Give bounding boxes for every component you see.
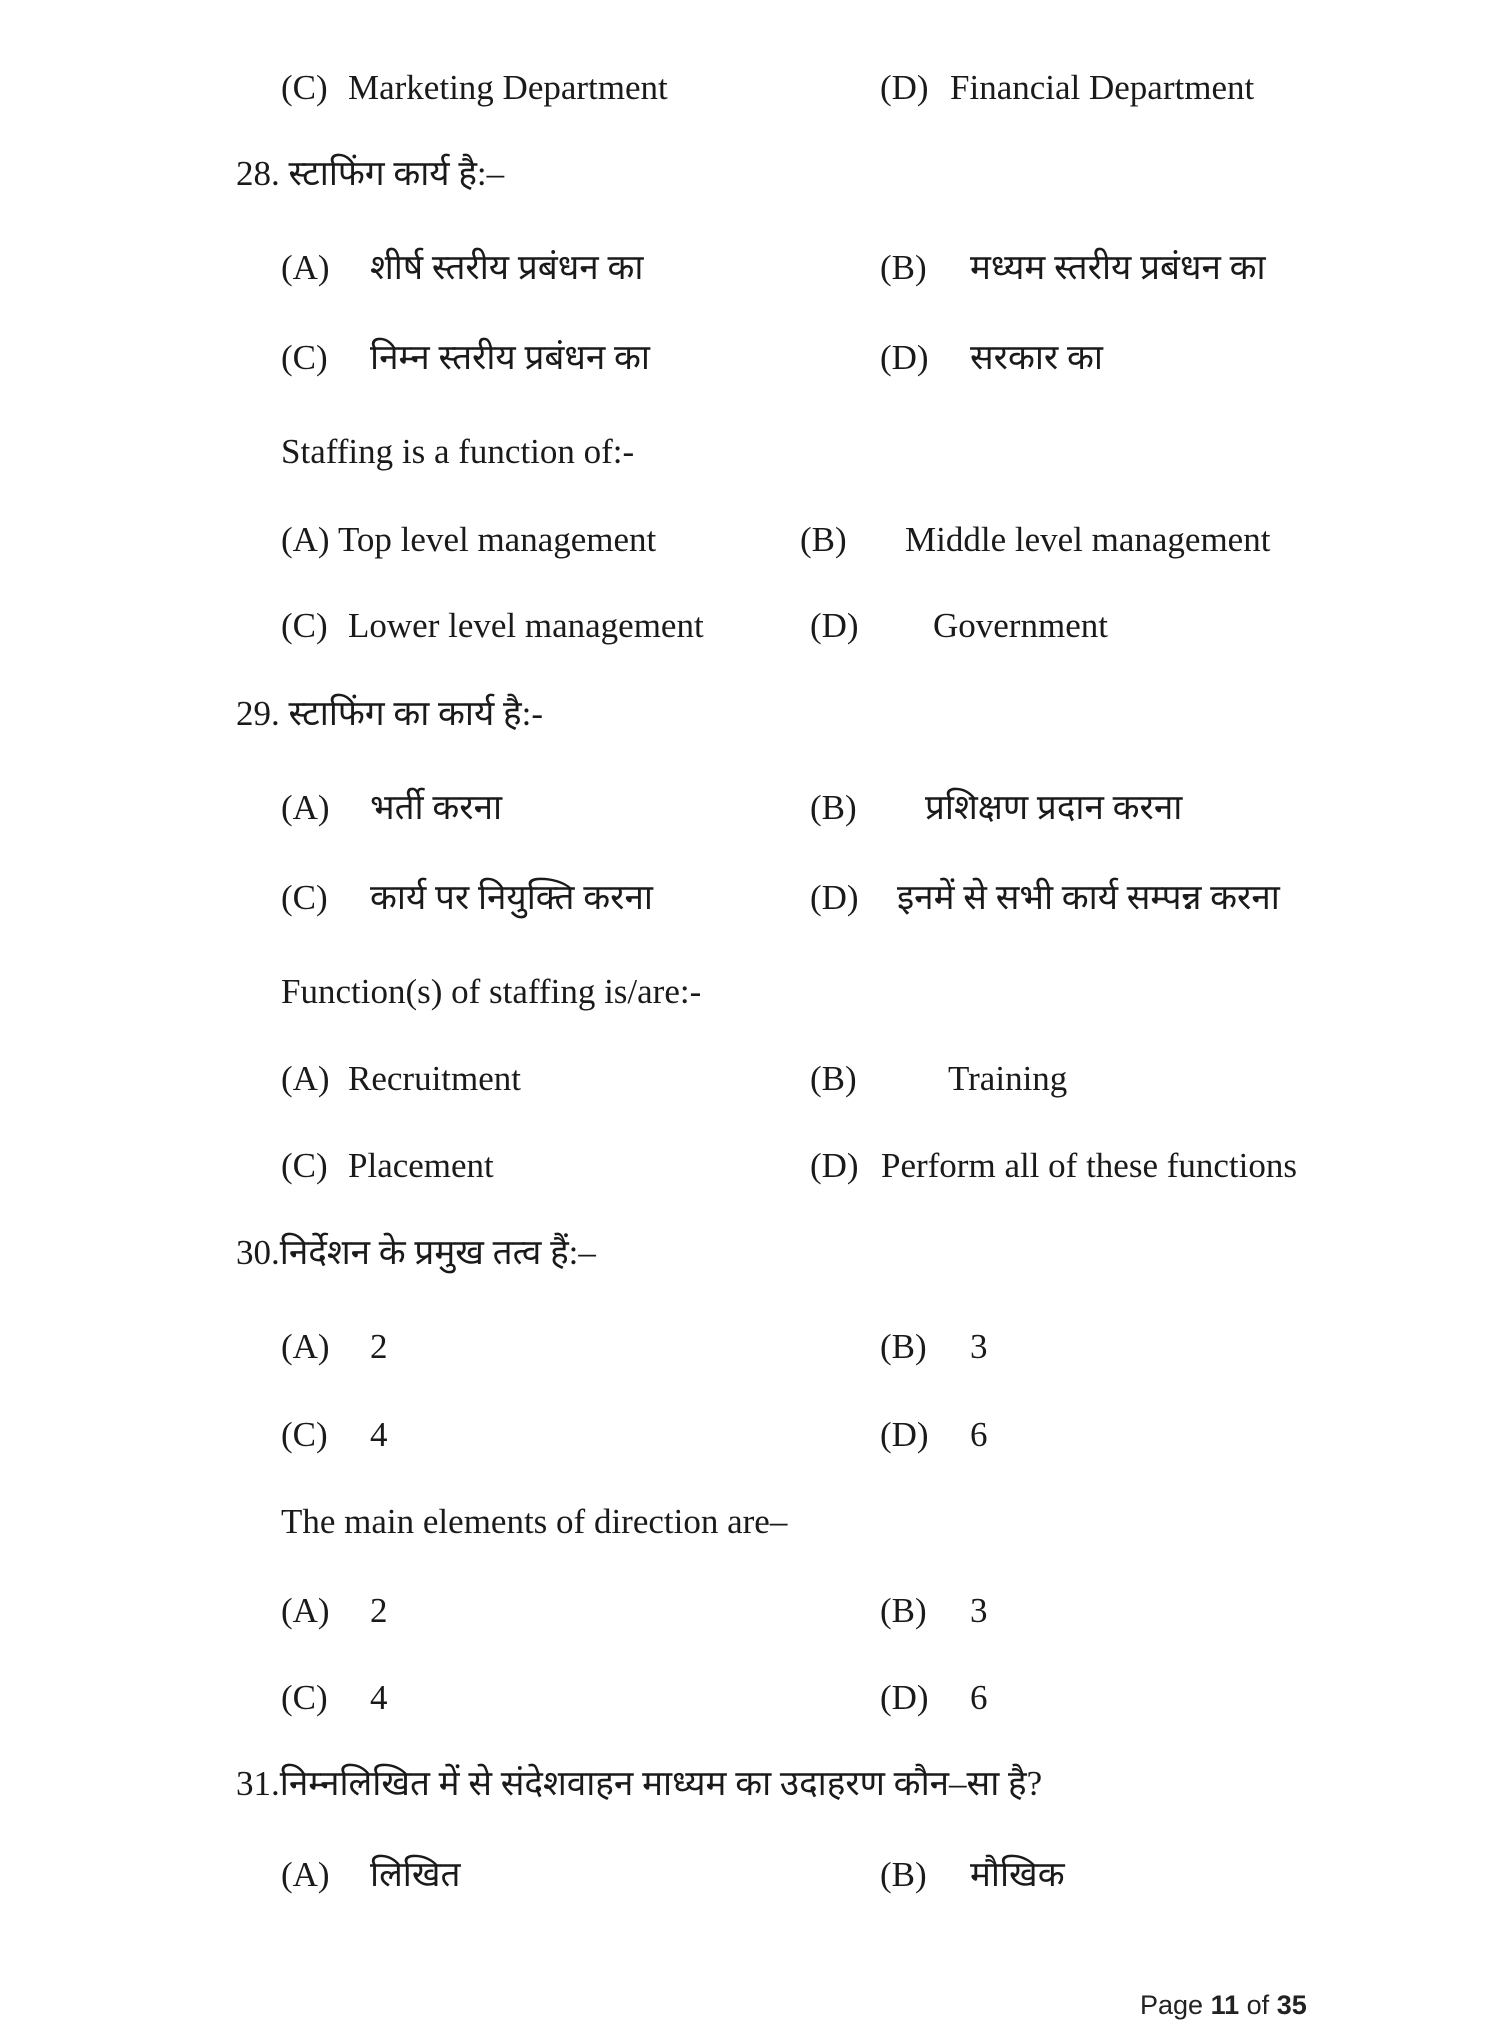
option-text: 3 bbox=[970, 1327, 988, 1366]
option-label: (C) bbox=[281, 606, 328, 645]
option-text: लिखित bbox=[370, 1855, 461, 1894]
page-number: 11 bbox=[1210, 1990, 1240, 2020]
option-text: Placement bbox=[348, 1146, 494, 1185]
option-text: प्रशिक्षण प्रदान करना bbox=[925, 788, 1183, 827]
option-text: Recruitment bbox=[348, 1059, 522, 1098]
page-total: 35 bbox=[1276, 1990, 1307, 2020]
option-text: निम्न स्तरीय प्रबंधन का bbox=[370, 338, 651, 377]
option-label: (D) bbox=[880, 68, 929, 107]
question-30-english: The main elements of direction are– bbox=[281, 1502, 788, 1541]
option-label: (D) bbox=[880, 1415, 929, 1454]
option-label: (B) bbox=[880, 1327, 927, 1366]
option-text: Middle level management bbox=[905, 520, 1271, 559]
option-label: (C) bbox=[281, 878, 328, 917]
question-30-hindi: 30.निर्देशन के प्रमुख तत्व हैं:– bbox=[236, 1233, 596, 1272]
option-text: भर्ती करना bbox=[370, 788, 503, 827]
option-label: (B) bbox=[880, 248, 927, 287]
option-label: (B) bbox=[810, 788, 857, 827]
option-label: (D) bbox=[810, 1146, 859, 1185]
option-text: 2 bbox=[370, 1591, 388, 1630]
page-word: Page bbox=[1140, 1990, 1204, 2020]
option-label: (D) bbox=[810, 606, 859, 645]
option-label: (B) bbox=[880, 1855, 927, 1894]
option-label: (A) bbox=[281, 1059, 330, 1098]
option-label: (D) bbox=[880, 338, 929, 377]
option-text: 6 bbox=[970, 1678, 988, 1717]
question-31-hindi: 31.निम्नलिखित में से संदेशवाहन माध्यम का उदाहरण कौन–सा है? bbox=[236, 1764, 1043, 1803]
option-label: (A) bbox=[281, 1591, 330, 1630]
option-label: (C) bbox=[281, 1678, 328, 1717]
option-label: (B) bbox=[880, 1591, 927, 1630]
option-label: (A) bbox=[281, 1855, 330, 1894]
option-text: 3 bbox=[970, 1591, 988, 1630]
option-text: 4 bbox=[370, 1415, 388, 1454]
option-label: (C) bbox=[281, 1415, 328, 1454]
option-label: (C) bbox=[281, 1146, 328, 1185]
of-word: of bbox=[1246, 1990, 1270, 2020]
option-text: Financial Department bbox=[950, 68, 1255, 107]
option-label: (A) bbox=[281, 248, 330, 287]
page-footer bbox=[1140, 1988, 1307, 2022]
option-label: (A) bbox=[281, 520, 330, 559]
option-text: सरकार का bbox=[970, 338, 1103, 377]
question-28-english: Staffing is a function of:- bbox=[281, 432, 635, 471]
option-text: इनमें से सभी कार्य सम्पन्न करना bbox=[897, 878, 1280, 917]
option-text: Top level management bbox=[338, 520, 657, 559]
option-label: (B) bbox=[800, 520, 847, 559]
option-text: Perform all of these functions bbox=[881, 1146, 1298, 1185]
option-text: कार्य पर नियुक्ति करना bbox=[370, 878, 653, 917]
option-text: मौखिक bbox=[970, 1855, 1065, 1894]
option-label: (D) bbox=[880, 1678, 929, 1717]
option-text: Marketing Department bbox=[348, 68, 668, 107]
option-text: मध्यम स्तरीय प्रबंधन का bbox=[970, 248, 1266, 287]
option-text: Training bbox=[948, 1059, 1068, 1098]
option-text: 4 bbox=[370, 1678, 388, 1717]
option-label: (A) bbox=[281, 1327, 330, 1366]
option-label: (D) bbox=[810, 878, 859, 917]
option-text: 2 bbox=[370, 1327, 388, 1366]
question-28-hindi: 28. स्टाफिंग कार्य है:– bbox=[236, 154, 505, 193]
option-text: Government bbox=[933, 606, 1108, 645]
option-label: (A) bbox=[281, 788, 330, 827]
question-29-hindi: 29. स्टाफिंग का कार्य है:- bbox=[236, 694, 543, 733]
option-text: 6 bbox=[970, 1415, 988, 1454]
option-label: (C) bbox=[281, 68, 328, 107]
option-label: (C) bbox=[281, 338, 328, 377]
option-label: (B) bbox=[810, 1059, 857, 1098]
option-text: शीर्ष स्तरीय प्रबंधन का bbox=[370, 248, 644, 287]
option-text: Lower level management bbox=[348, 606, 704, 645]
question-29-english: Function(s) of staffing is/are:- bbox=[281, 972, 702, 1011]
